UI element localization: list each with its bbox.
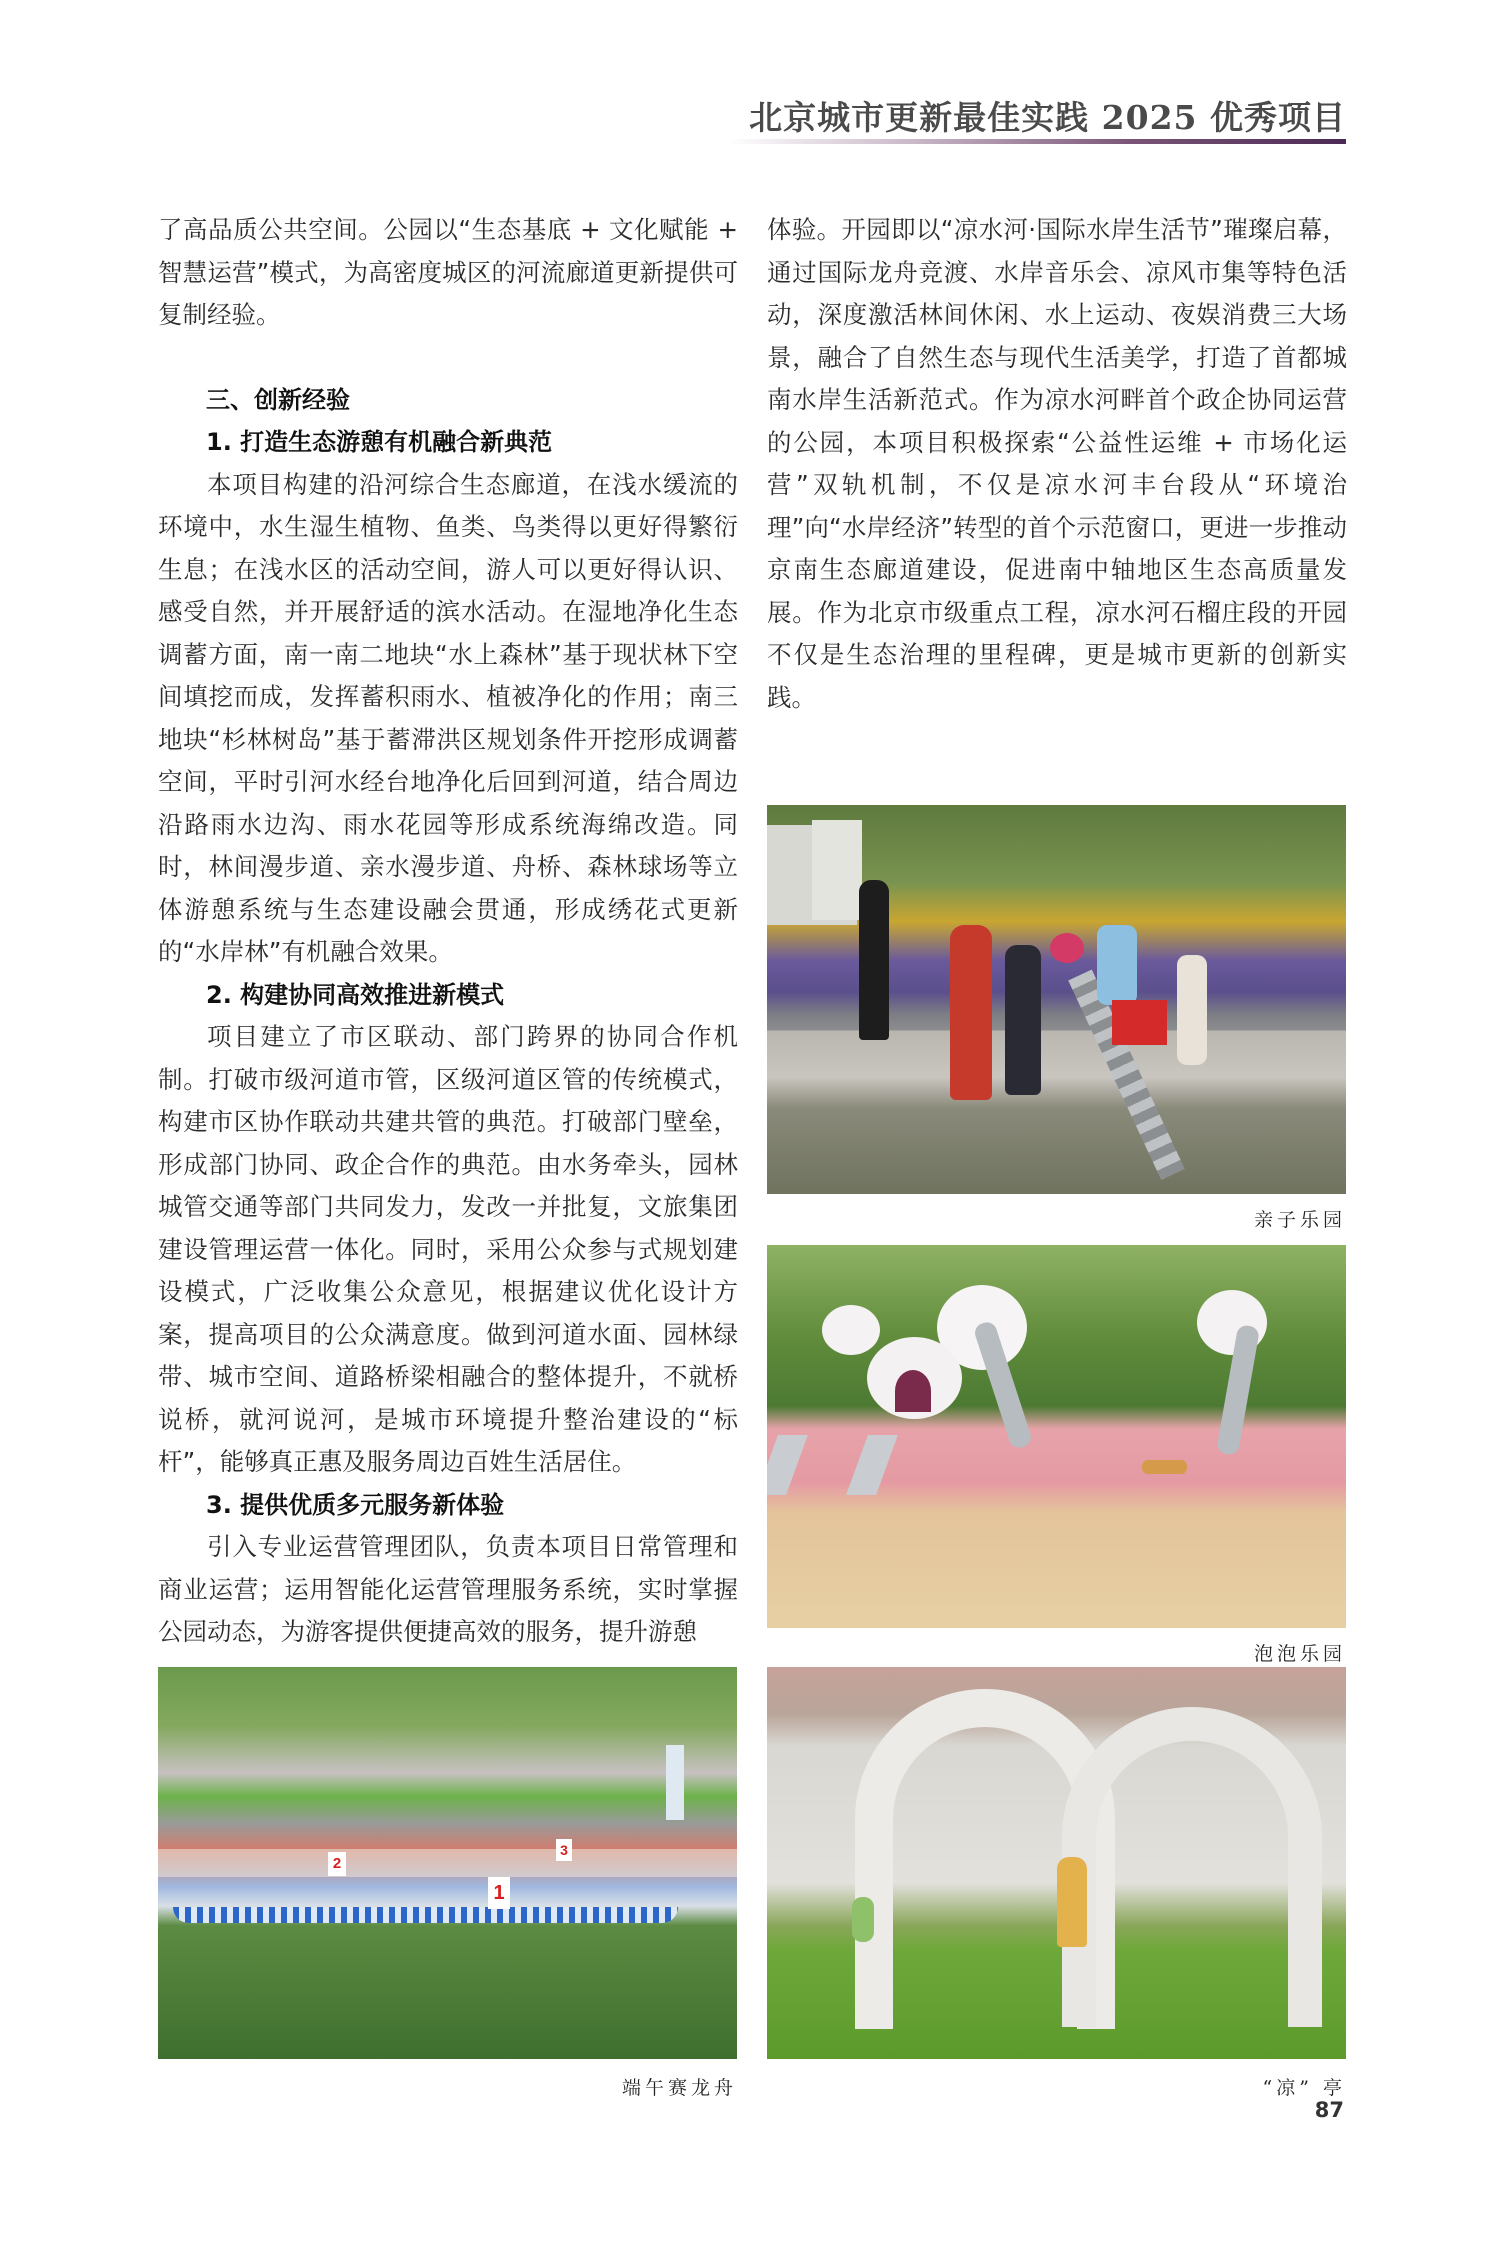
right-text-column (767, 209, 1347, 719)
white-arch-pavilion (1062, 1707, 1322, 2027)
section-heading: 三、创新经验 (206, 385, 350, 414)
riverbank-walkway (158, 1849, 737, 1877)
caption-parent-child-park: 亲子乐园 (1253, 1209, 1346, 1231)
right-column-paragraph: 体验。开园即以“凉水河·国际水岸生活节”璀璨启幕，通过国际龙舟竞渡、水岸音乐会、凉风市集等特色活动，深度激活林间休闲、水上运动、夜娱消费三大场景，融合了自然生态与现代生活美学，打造了首都城南水岸生活新范式。作为凉水河畔首个政企协同运营的公园，本项目积极探索“公益性运维 + 市场化运营”双轨机制，不仅是凉水河丰台段从“环境治理”向“水岸经济”转型的首个示范窗口，更进一步推动京南生态廊道建设，促进南中轴地区生态高质量发展。作为北京市级重点工程，凉水河石榴庄段的开园不仅是生态治理的里程碑，更是城市更新的创新实践。 (767, 215, 1347, 712)
spring-rider (1142, 1460, 1187, 1474)
subsection-body-1: 本项目构建的沿河综合生态廊道，在浅水缓流的环境中，水生湿生植物、鱼类、鸟类得以更好得繁衍生息；在浅水区的活动空间，游人可以更好得认识、感受自然，并开展舒适的滨水活动。在湿地净化生态调蓄方面，南一南二地块“水上森林”基于现状林下空间填挖而成，发挥蓄积雨水、植被净化的作用；南三地块“杉林树岛”基于蓄滞洪区规划条件开挖形成调蓄空间，平时引河水经台地净化后回到河道，结合周边沿路雨水边沟、雨水花园等形成系统海绵改造。同时，林间漫步道、亲水漫步道、舟桥、森林球场等立体游憩系统与生态建设融会贯通，形成绣花式更新的“水岸林”有机融合效果。 (158, 469, 738, 966)
person-figure (1057, 1857, 1087, 1947)
photo-bubble-playground (767, 1245, 1346, 1628)
photo-liang-pavilion (767, 1667, 1346, 2059)
photo-parent-child-park (767, 805, 1346, 1194)
subsection-heading-1: 1. 打造生态游憩有机融合新典范 (206, 428, 553, 456)
person-figure (1097, 925, 1137, 1005)
person-figure (950, 925, 992, 1100)
dragon-boat-hull (173, 1907, 678, 1923)
child-figure (1005, 945, 1041, 1095)
straight-slide (767, 1435, 808, 1495)
subsection-heading-3: 3. 提供优质多元服务新体验 (206, 1490, 505, 1519)
intro-continuation-paragraph: 了高品质公共空间。公园以“生态基底 + 文化赋能 + 智慧运营”模式，为高密度城区的河流廊道更新提供可复制经验。 (158, 215, 738, 329)
header-gradient-rule (728, 139, 1346, 144)
red-stool (1112, 1000, 1167, 1045)
subsection-heading-2: 2. 构建协同高效推进新模式 (206, 980, 505, 1009)
person-figure (859, 880, 889, 1040)
child-figure (852, 1897, 874, 1942)
red-disc (1050, 933, 1084, 963)
page-number: 87 (1314, 2098, 1344, 2122)
lane-number-3: 3 (556, 1839, 572, 1861)
utility-cabinet (812, 820, 862, 920)
child-figure (1177, 955, 1207, 1065)
subsection-body-2: 项目建立了市区联动、部门跨界的协同合作机制。打破市级河道市管，区级河道区管的传统模式，构建市区协作联动共建共管的典范。打破部门壁垒，形成部门协同、政企合作的典范。由水务牵头，园林城管交通等部门共同发力，发改一并批复，文旅集团建设管理运营一体化。同时，采用公众参与式规划建设模式，广泛收集公众意见，根据建议优化设计方案，提高项目的公众满意度。做到河道水面、园林绿带、城市空间、道路桥梁相融合的整体提升，不就桥说桥，就河说河，是城市环境提升整治建设的“标杆”，能够真正惠及服务周边百姓生活居住。 (158, 1022, 738, 1476)
event-banner (666, 1745, 684, 1820)
straight-slide (846, 1435, 898, 1495)
lane-number-2: 2 (328, 1852, 346, 1876)
running-header-title: 北京城市更新最佳实践 2025 优秀项目 (749, 98, 1346, 137)
caption-liang-pavilion: “凉” 亭 (1262, 2077, 1346, 2099)
left-text-column (158, 209, 738, 1654)
caption-dragon-boat-race: 端午赛龙舟 (621, 2077, 737, 2099)
subsection-body-3: 引入专业运营管理团队，负责本项目日常管理和商业运营；运用智能化运营管理服务系统，实时掌握公园动态，为游客提供便捷高效的服务，提升游憩 (158, 1532, 738, 1646)
caption-bubble-playground: 泡泡乐园 (1253, 1643, 1346, 1665)
photo-dragon-boat-race (158, 1667, 737, 2059)
white-bubble (822, 1305, 880, 1355)
bubble-tunnel-opening (895, 1370, 931, 1412)
lane-number-1: 1 (488, 1877, 510, 1909)
